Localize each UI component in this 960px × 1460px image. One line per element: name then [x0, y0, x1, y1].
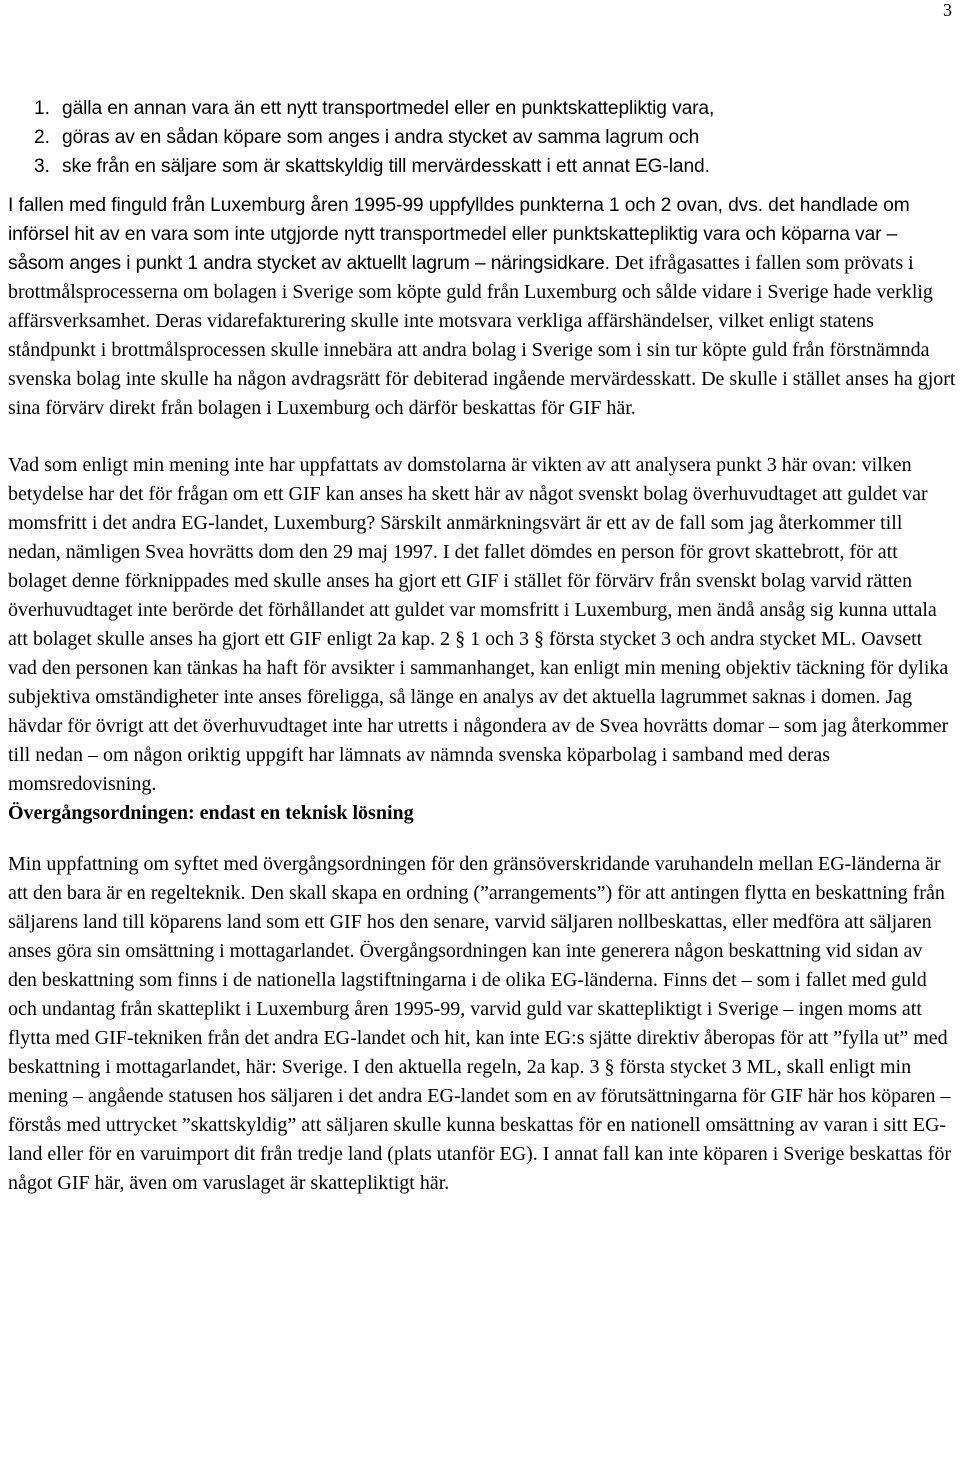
paragraph-court-analysis: Vad som enligt min mening inte har uppfattats av domstolarna är vikten av att analysera punkt 3 här ovan: vilken betydelse har det för frågan om ett GIF kan anses ha skett här av något svenskt bolag överhuvudtaget att guldet var momsfritt i det andra EG-landet, Luxemburg? Särskilt anmärkningsvärt är ett av de fall som jag återkommer till nedan, nämligen Svea hovrätts dom den 29 maj 1997. I det fallet dömdes en person för grovt skattebrott, för att bolaget denne förknippades med skulle anses ha gjort ett GIF i stället för förvärv från svenskt bolag varvid rätten överhuvudtaget inte berörde det förhållandet att guldet var momsfritt i Luxemburg, men ändå ansåg sig kunna uttala att bolaget skulle anses ha gjort ett GIF enligt 2a kap. 2 § 1 och 3 § första stycket 3 och andra stycket ML. Oavsett vad den personen kan tänkas ha haft för avsikter i sammanhanget, kan enligt min mening objektiv täckning för dylika subjektiva omständigheter inte anses föreligga, så länge en analys av det aktuella lagrummet saknas i domen. Jag hävdar för övrigt att det överhuvudtaget inte har utretts i någondera av de Svea hovrätts domar – som jag återkommer till nedan – om någon oriktig uppgift har lämnats av nämnda svenska köparbolag i samband med deras momsredovisning.	[8, 454, 949, 795]
list-item-text: ske från en säljare som är skattskyldig till mervärdesskatt i ett annat EG-land.	[62, 156, 710, 177]
list-item-text: gälla en annan vara än ett nytt transportmedel eller en punktskattepliktig vara,	[62, 98, 715, 119]
list-item	[34, 152, 956, 181]
list-item	[34, 123, 956, 152]
section-heading: Övergångsordningen: endast en teknisk lösning	[8, 802, 414, 824]
paragraph-luxembourg-cases	[8, 191, 956, 423]
list-item-text: göras av en sådan köpare som anges i andra stycket av samma lagrum och	[62, 127, 700, 148]
list-item	[34, 94, 956, 123]
list-item-number: 1.	[34, 98, 50, 119]
page-number: 3	[943, 0, 952, 20]
list-item-number: 3.	[34, 156, 50, 177]
condition-list	[8, 94, 956, 181]
document-body	[8, 94, 956, 1198]
list-item-number: 2.	[34, 127, 50, 148]
paragraph-transition-rules: Min uppfattning om syftet med övergångsordningen för den gränsöverskridande varuhandeln mellan EG-länderna är att den bara är en regelteknik. Den skall skapa en ordning (”arrangements”) för att antingen flytta en beskattning från säljarens land till köparens land som ett GIF hos den senare, varvid säljaren nollbeskattas, eller medföra att säljaren anses göra sin omsättning i mottagarlandet. Övergångsordningen kan inte generera någon beskattning vid sidan av den beskattning som finns i de nationella lagstiftningarna i de olika EG-länderna. Finns det – som i fallet med guld och undantag från skatteplikt i Luxemburg åren 1995-99, varvid guld var skattepliktigt i Sverige – ingen moms att flytta med GIF-tekniken från det andra EG-landet och hit, kan inte EG:s sjätte direktiv åberopas för att ”fylla ut” med beskattning i mottagarlandet, här: Sverige. I den aktuella regeln, 2a kap. 3 § första stycket 3 ML, skall enligt min mening – angående statusen hos säljaren i det andra EG-landet som en av förutsättningarna för GIF här hos köparen – förstås med uttrycket ”skattskyldig” att säljaren skulle kunna beskattas för en nationell omsättning av varan i sitt EG-land eller för en varuimport dit från tredje land (plats utanför EG). I annat fall kan inte köparen i Sverige beskattas för något GIF här, även om varuslaget är skattepliktigt här.	[8, 853, 951, 1194]
paragraph-sans-part: I fallen med finguld från Luxemburg åren 1995-99 uppfylldes punkterna 1 och 2 ovan, dvs. det handlade om införsel hit av en vara som inte utgjorde nytt transportmedel eller punktskattepliktig vara och köparna var – såsom anges i punkt 1 andra stycket av aktuellt lagrum – näringsidkare.	[8, 195, 910, 274]
paragraph-serif-part: Det ifrågasattes i fallen som prövats i brottmålsprocesserna om bolagen i Sverige som köpte guld från Luxemburg och sålde vidare i Sverige hade verklig affärsverksamhet. Deras vidarefakturering skulle inte motsvara verkliga affärshändelser, vilket enligt statens ståndpunkt i brottmålsprocessen skulle innebära att andra bolag i Sverige som i sin tur köpte guld från förstnämnda svenska bolag inte skulle ha någon avdragsrätt för debiterad ingående mervärdesskatt. De skulle i stället anses ha gjort sina förvärv direkt från bolagen i Luxemburg och därför beskattas för GIF här.	[8, 252, 956, 419]
